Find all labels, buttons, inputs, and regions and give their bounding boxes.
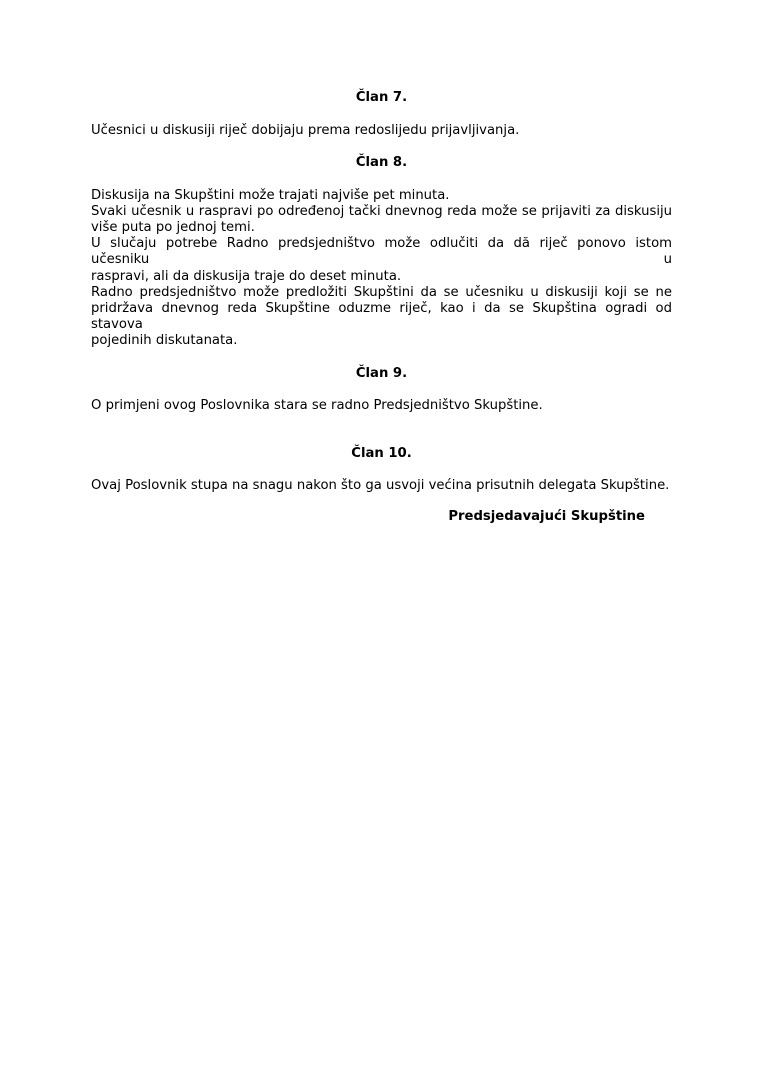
article-10-text	[91, 478, 672, 494]
article-8-line: Svaki učesnik u raspravi po određenoj tački dnevnog reda može se prijaviti za diskusiju	[91, 203, 672, 219]
article-7-line: Učesnici u diskusiji riječ dobijaju prema redoslijedu prijavljivanja.	[91, 123, 520, 139]
article-8-text	[91, 188, 672, 350]
article-8-line: više puta po jednoj temi.	[91, 220, 255, 236]
article-8-heading: Član 8.	[355, 155, 408, 171]
article-10-heading: Član 10.	[351, 446, 412, 462]
article-8-line: raspravi, ali da diskusija traje do deset minuta.	[91, 268, 402, 284]
article-8-line: U slučaju potrebe Radno predsjedništvo može odlučiti da dă riječ ponovo istom učesniku u	[91, 236, 672, 268]
signature-title: Predsjedavajući Skupštine	[448, 509, 645, 525]
article-9-line: O primjeni ovog Poslovnika stara se radno Predsjedništvo Skupštine.	[91, 397, 543, 413]
article-8-line: pojedinih diskutanata.	[91, 333, 238, 349]
article-7-text	[91, 123, 672, 139]
article-7-heading: Član 7.	[355, 90, 408, 105]
article-9-heading: Član 9.	[355, 365, 408, 381]
article-8-line: Diskusija na Skupštini može trajati najviše pet minuta.	[91, 187, 450, 203]
article-9-text	[91, 398, 672, 414]
article-8-line: pridržava dnevnog reda Skupštine oduzme riječ, kao i da se Skupština ogradi od stavova	[91, 301, 672, 333]
document-body	[91, 90, 672, 526]
article-10-line: Ovaj Poslovnik stupa na snagu nakon što ga usvoji većina prisutnih delegata Skupštine.	[91, 478, 670, 494]
article-8-line: Radno predsjedništvo može predložiti Skupštini da se učesniku u diskusiji koji se ne	[91, 284, 672, 300]
